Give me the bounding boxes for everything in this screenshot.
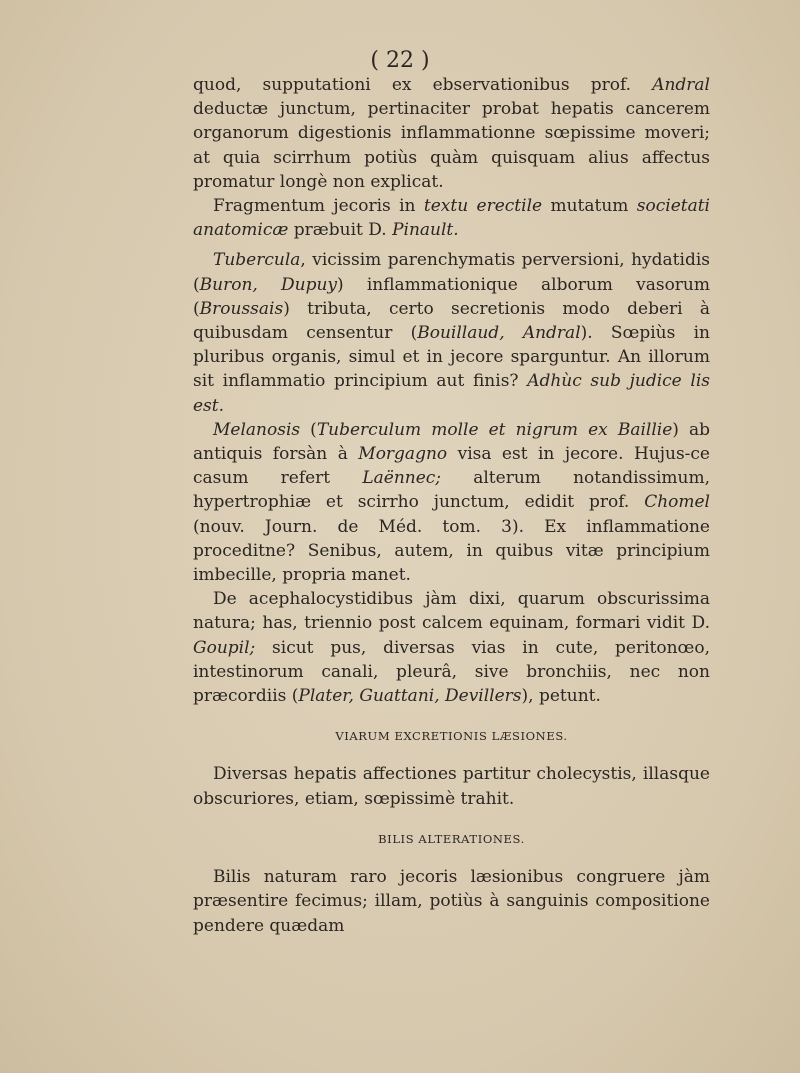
paragraph	[193, 248, 710, 417]
paragraph	[193, 73, 710, 194]
author-name: Chomel	[644, 492, 710, 513]
paragraph: Bilis naturam raro jecoris læsionibus congruere jàm præsentire fecimus; illam, potiùs à sanguinis compositione pendere quædam	[193, 867, 710, 936]
italic-phrase: Adhùc sub judice lis est.	[193, 371, 710, 416]
author-name: Goupil;	[193, 637, 256, 658]
text-run: ), petunt.	[521, 686, 601, 707]
author-name: Plater, Guattani, Devillers	[298, 686, 522, 707]
text-run: ) ab antiquis forsàn à	[193, 419, 710, 465]
body-text	[193, 73, 710, 938]
italic-term: Tuberculum molle et nigrum ex Baillie	[316, 419, 673, 440]
text-run: ) inflammationique alborum vasorum (	[193, 274, 710, 319]
text-run: , vicissim parenchymatis perversioni, hydatidis (	[193, 250, 710, 295]
text-run: præbuit D.	[288, 220, 393, 241]
text-run: visa est in jecore. Hujus-ce casum refert	[193, 444, 710, 489]
author-name: Morgagno	[358, 444, 448, 465]
text-run: ). Sœpiùs in pluribus organis, simul et in jecore sparguntur. An illorum sit inflammatio principium aut finis?	[193, 323, 710, 392]
author-name: Pinault.	[392, 220, 459, 241]
section-heading: VIARUM EXCRETIONIS LÆSIONES.	[335, 729, 568, 744]
author-name: Broussais	[199, 298, 284, 319]
author-name: Buron, Dupuy	[199, 274, 337, 295]
text-run: alterum notandissimum, hypertrophiæ et scirrho junctum, edidit prof.	[193, 468, 710, 513]
text-run: ) tributa, certo secretionis modo deberi à quibusdam censentur (	[193, 298, 710, 344]
text-run: (nouv. Journ. de Méd. tom. 3). Ex inflammatione proceditne? Senibus, autem, in quibus vitæ principium imbecille, propria manet.	[193, 516, 710, 586]
paragraph: Diversas hepatis affectiones partitur cholecystis, illasque obscuriores, etiam, sœpissimè trahit.	[193, 764, 710, 809]
page-number: ( 22 )	[370, 48, 430, 73]
italic-term: textu erectile	[423, 196, 543, 217]
text-run: sicut pus, diversas vias in cute, peritonœo, intestinorum canali, pleurâ, sive bronchiis, nec non præcordiis (	[193, 637, 710, 707]
text-run: mutatum	[542, 196, 637, 217]
text-run: De acephalocystidibus jàm dixi, quarum obscurissima natura; has, triennio post calcem equinam, formari vidit D.	[193, 589, 710, 634]
paragraph	[193, 194, 710, 242]
author-name: Laënnec;	[362, 468, 442, 489]
text-run: quod, supputationi ex ebservationibus prof.	[193, 75, 653, 95]
author-name: Andral	[652, 75, 710, 95]
author-name: Bouillaud, Andral	[417, 323, 581, 344]
section-heading: BILIS ALTERATIONES.	[378, 831, 525, 846]
italic-term: Melanosis	[213, 419, 301, 440]
paragraph	[193, 587, 710, 708]
text-run: Fragmentum jecoris in	[213, 196, 424, 217]
paragraph	[193, 418, 710, 587]
italic-term: societati anatomicæ	[193, 196, 710, 241]
text-run: deductæ junctum, pertinaciter probat hepatis cancerem organorum digestionis inflammationne sœpissime moveri; at quia scirrhum potiùs quàm quisquam alius affectus promatur longè non explicat.	[193, 99, 710, 192]
text-run: (	[300, 419, 317, 440]
italic-term: Tubercula	[213, 250, 301, 271]
